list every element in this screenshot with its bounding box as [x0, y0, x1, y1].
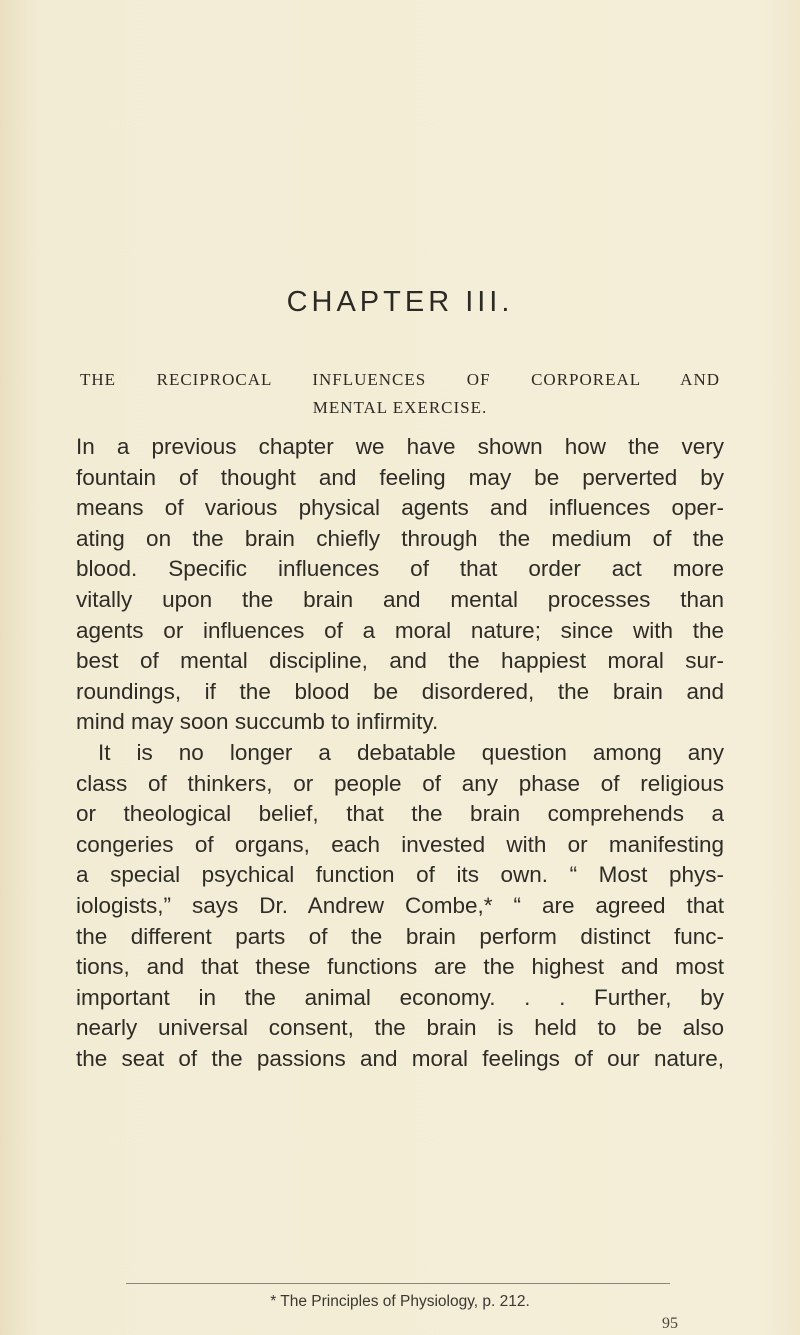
body-line: nearly universal consent, the brain is held to be also: [76, 1015, 724, 1041]
chapter-subtitle: [80, 366, 720, 422]
subtitle-line-2: MENTAL EXERCISE.: [312, 398, 488, 417]
body-line: or theological belief, that the brain comprehends a: [76, 801, 724, 827]
body-line: important in the animal economy. . . Further, by: [76, 984, 724, 1010]
body-line: ating on the brain chiefly through the medium of the: [76, 525, 724, 551]
body-line: class of thinkers, or people of any phase of religious: [76, 770, 724, 796]
page-number: 95: [662, 1315, 678, 1332]
body-line: best of mental discipline, and the happiest moral sur-: [76, 648, 724, 674]
body-line: vitally upon the brain and mental processes than: [76, 586, 724, 612]
body-line: a special psychical function of its own. “ Most phys-: [76, 862, 724, 888]
body-line: the different parts of the brain perform distinct func-: [76, 923, 724, 949]
body-line: tions, and that these functions are the highest and most: [76, 954, 724, 980]
chapter-title: CHAPTER III.: [286, 286, 514, 318]
body-line: the seat of the passions and moral feelings of our nature,: [76, 1045, 724, 1071]
body-line: means of various physical agents and influences oper-: [76, 495, 724, 521]
body-line: In a previous chapter we have shown how the very: [76, 434, 724, 459]
footnote: * The Principles of Physiology, p. 212.: [270, 1293, 530, 1310]
subtitle-line-1: THE RECIPROCAL INFLUENCES OF CORPOREAL AND: [80, 370, 720, 389]
body-line: congeries of organs, each invested with or manifesting: [76, 831, 724, 857]
body-text: [76, 432, 724, 1074]
footnote-divider: [126, 1283, 670, 1284]
body-line: iologists,” says Dr. Andrew Combe,* “ are agreed that: [76, 892, 724, 918]
body-line: fountain of thought and feeling may be perverted by: [76, 464, 724, 490]
body-line: It is no longer a debatable question among any: [98, 739, 724, 765]
body-line: mind may soon succumb to infirmity.: [76, 709, 439, 735]
body-line: roundings, if the blood be disordered, the brain and: [76, 678, 724, 704]
body-line: blood. Specific influences of that order act more: [76, 556, 724, 582]
body-line: agents or influences of a moral nature; since with the: [76, 617, 724, 643]
